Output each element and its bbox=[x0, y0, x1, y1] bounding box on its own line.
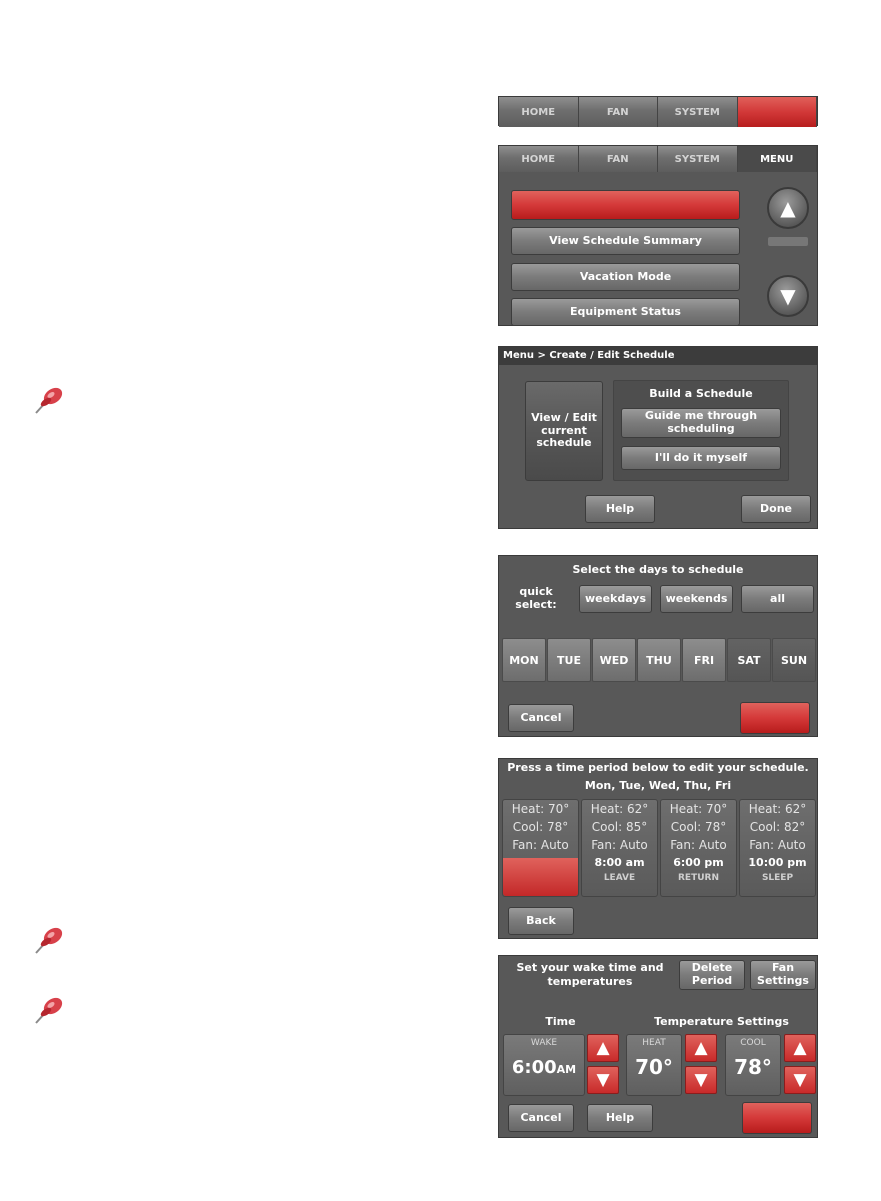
cool-caption: COOL bbox=[740, 1038, 766, 1048]
heat-value: 70° bbox=[635, 1055, 673, 1079]
cancel-button[interactable]: Cancel bbox=[508, 1104, 574, 1132]
period-name: RETURN bbox=[678, 873, 719, 883]
day-fri[interactable]: FRI bbox=[682, 638, 726, 682]
next-button[interactable] bbox=[742, 1102, 812, 1134]
help-button[interactable]: Help bbox=[585, 495, 655, 523]
period-cool: Cool: 78° bbox=[512, 820, 569, 834]
scroll-indicator bbox=[768, 237, 808, 246]
build-schedule-title: Build a Schedule bbox=[649, 387, 753, 400]
time-down-button[interactable]: ▼ bbox=[587, 1066, 619, 1094]
heat-box bbox=[626, 1034, 682, 1096]
create-edit-schedule-panel bbox=[498, 346, 818, 529]
period-heat: Heat: 62° bbox=[590, 802, 649, 816]
cool-up-button[interactable]: ▲ bbox=[784, 1034, 816, 1062]
period-cool: Cool: 82° bbox=[749, 820, 806, 834]
time-label: Time bbox=[545, 1015, 576, 1028]
period-cool: Cool: 85° bbox=[591, 820, 648, 834]
period-name: LEAVE bbox=[603, 873, 636, 883]
heat-up-button[interactable]: ▲ bbox=[685, 1034, 717, 1062]
time-up-button[interactable]: ▲ bbox=[587, 1034, 619, 1062]
pushpin-icon bbox=[30, 992, 66, 1028]
period-fan: Fan: Auto bbox=[749, 838, 806, 852]
day-tue[interactable]: TUE bbox=[547, 638, 591, 682]
select-days-panel bbox=[498, 555, 818, 737]
day-thu[interactable]: THU bbox=[637, 638, 681, 682]
view-edit-current-schedule-button[interactable]: View / Edit current schedule bbox=[525, 381, 603, 481]
menu-item-create-edit-schedule[interactable] bbox=[511, 190, 740, 220]
period-fan: Fan: Auto bbox=[591, 838, 648, 852]
tab-bar-panel bbox=[498, 96, 818, 126]
period-time: 8:00 am bbox=[594, 856, 645, 869]
quick-select-label: quick select: bbox=[515, 585, 557, 611]
menu-item-vacation-mode[interactable]: Vacation Mode bbox=[511, 263, 740, 291]
wake-time-value bbox=[504, 1057, 584, 1078]
period-return[interactable] bbox=[660, 799, 737, 897]
breadcrumb: Menu > Create / Edit Schedule bbox=[503, 350, 675, 361]
period-heat: Heat: 70° bbox=[511, 802, 570, 816]
select-days-title: Select the days to schedule bbox=[572, 563, 744, 576]
wake-caption: WAKE bbox=[530, 1038, 558, 1048]
wake-ampm: AM bbox=[556, 1063, 577, 1076]
menu-item-view-schedule-summary[interactable]: View Schedule Summary bbox=[511, 227, 740, 255]
tab-fan[interactable]: FAN bbox=[579, 97, 659, 127]
period-time: 6:00 pm bbox=[673, 856, 724, 869]
scroll-down-button[interactable]: ▼ bbox=[767, 275, 809, 317]
tab-menu[interactable]: MENU bbox=[738, 146, 818, 172]
periods-days: Mon, Tue, Wed, Thu, Fri bbox=[584, 779, 732, 792]
period-wake[interactable] bbox=[502, 799, 579, 897]
period-sleep[interactable] bbox=[739, 799, 816, 897]
temperature-settings-label: Temperature Settings bbox=[654, 1015, 789, 1028]
done-button[interactable]: Done bbox=[741, 495, 811, 523]
period-name: SLEEP bbox=[761, 873, 794, 883]
tab-bar bbox=[499, 97, 817, 127]
wake-time: 6:00 bbox=[511, 1057, 557, 1078]
period-wake-highlight bbox=[503, 858, 578, 896]
cool-down-button[interactable]: ▼ bbox=[784, 1066, 816, 1094]
period-cool: Cool: 78° bbox=[670, 820, 727, 834]
period-leave[interactable] bbox=[581, 799, 658, 897]
tab-system[interactable]: SYSTEM bbox=[658, 97, 738, 127]
tab-home[interactable]: HOME bbox=[499, 97, 579, 127]
fan-settings-button[interactable]: Fan Settings bbox=[750, 960, 816, 990]
tab-fan[interactable]: FAN bbox=[579, 146, 659, 172]
set-wake-panel bbox=[498, 955, 818, 1138]
tab-system[interactable]: SYSTEM bbox=[658, 146, 738, 172]
scroll-up-button[interactable]: ▲ bbox=[767, 187, 809, 229]
cancel-button[interactable]: Cancel bbox=[508, 704, 574, 732]
tab-menu-highlighted[interactable] bbox=[738, 97, 818, 127]
guide-me-button[interactable]: Guide me through scheduling bbox=[621, 408, 781, 438]
day-wed[interactable]: WED bbox=[592, 638, 636, 682]
menu-item-equipment-status[interactable]: Equipment Status bbox=[511, 298, 740, 326]
schedule-periods-panel bbox=[498, 758, 818, 939]
tab-home[interactable]: HOME bbox=[499, 146, 579, 172]
cool-box bbox=[725, 1034, 781, 1096]
pushpin-icon bbox=[30, 382, 66, 418]
set-wake-title: Set your wake time and temperatures bbox=[516, 961, 664, 988]
help-button[interactable]: Help bbox=[587, 1104, 653, 1132]
back-button[interactable]: Back bbox=[508, 907, 574, 935]
period-heat: Heat: 70° bbox=[669, 802, 728, 816]
menu-panel bbox=[498, 145, 818, 326]
period-time: 10:00 pm bbox=[748, 856, 807, 869]
delete-period-button[interactable]: Delete Period bbox=[679, 960, 745, 990]
day-sun[interactable]: SUN bbox=[772, 638, 816, 682]
quick-select-all[interactable]: all bbox=[741, 585, 814, 613]
period-fan: Fan: Auto bbox=[512, 838, 569, 852]
period-heat: Heat: 62° bbox=[748, 802, 807, 816]
heat-caption: HEAT bbox=[642, 1038, 666, 1048]
do-it-myself-button[interactable]: I'll do it myself bbox=[621, 446, 781, 470]
tab-bar bbox=[499, 146, 817, 172]
pushpin-icon bbox=[30, 922, 66, 958]
period-fan: Fan: Auto bbox=[670, 838, 727, 852]
wake-time-box bbox=[503, 1034, 585, 1096]
periods-title: Press a time period below to edit your schedule. bbox=[507, 761, 809, 774]
day-mon[interactable]: MON bbox=[502, 638, 546, 682]
heat-down-button[interactable]: ▼ bbox=[685, 1066, 717, 1094]
cool-value: 78° bbox=[734, 1055, 772, 1079]
next-button[interactable] bbox=[740, 702, 810, 734]
quick-select-weekends[interactable]: weekends bbox=[660, 585, 733, 613]
day-sat[interactable]: SAT bbox=[727, 638, 771, 682]
quick-select-weekdays[interactable]: weekdays bbox=[579, 585, 652, 613]
